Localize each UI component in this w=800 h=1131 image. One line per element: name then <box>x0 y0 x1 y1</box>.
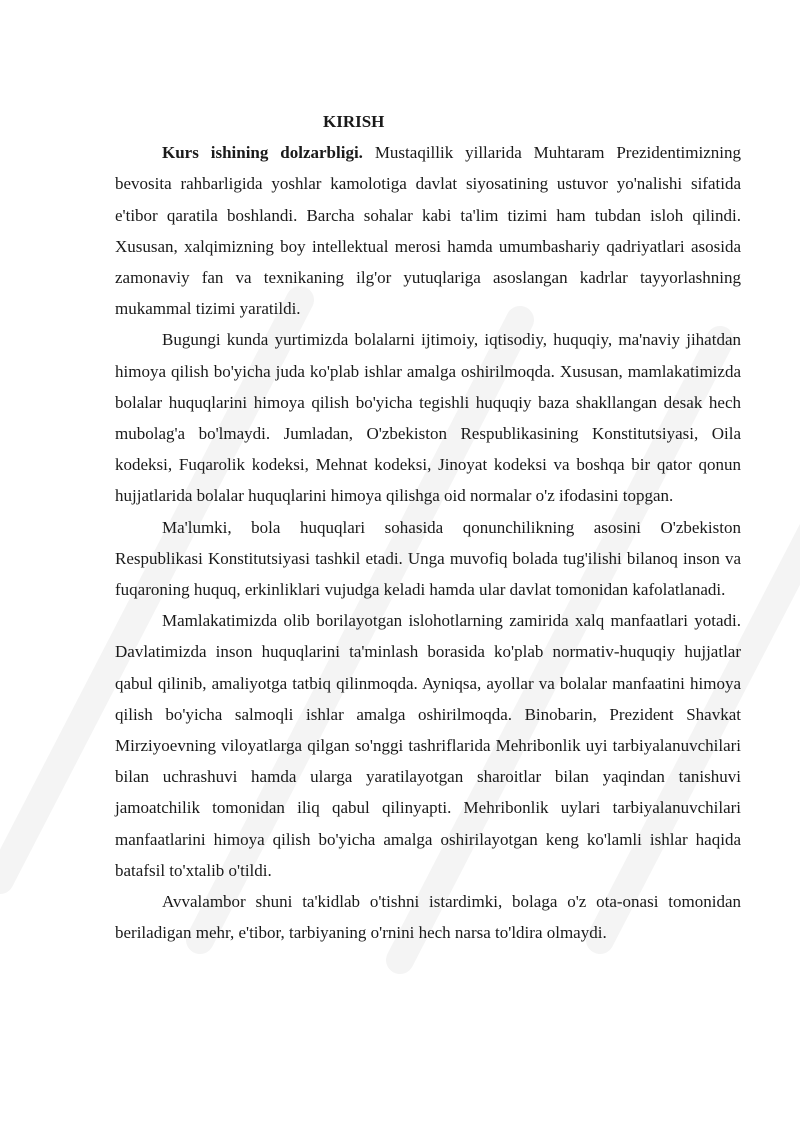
paragraph-text: Mustaqillik yillarida Muhtaram Prezidentimizning bevosita rahbarligida yoshlar kamolotiga davlat siyosatining ustuvor yo'nalishi sifatida e'tibor qaratila boshlandi. Barcha sohalar kabi ta'lim tizimi ham tubdan isloh qilindi. Xususan, xalqimizning boy intellektual merosi hamda umumbashariy qadriyatlari asosida zamonaviy fan va texnikaning ilg'or yutuqlariga asoslangan kadrlar tayyorlashning mukammal tizimi yaratildi. <box>115 143 741 319</box>
paragraph: Ma'lumki, bola huquqlari sohasida qonunchilikning asosini O'zbekiston Respublikasi Konstitutsiyasi tashkil etadi. Unga muvofiq bolada tug'ilishi bilanoq inson va fuqaroning huquq, erkinliklari vujudga keladi hamda ular davlat tomonidan kafolatlanadi. <box>115 517 741 600</box>
document-body <box>115 106 741 948</box>
paragraph: Avvalambor shuni ta'kidlab o'tishni istardimki, bolaga o'z ota-onasi tomonidan beriladigan mehr, e'tibor, tarbiyaning o'rnini hech narsa to'ldira olmaydi. <box>115 892 741 943</box>
paragraph: Bugungi kunda yurtimizda bolalarni ijtimoiy, iqtisodiy, huquqiy, ma'naviy jihatdan himoya qilish bo'yicha juda ko'plab ishlar amalga oshirilmoqda. Xususan, mamlakatimizda bolalar huquqlarini himoya qilish bo'yicha tegishli huquqiy baza shakllangan desak hech mubolag'a bo'lmaydi. Jumladan, O'zbekiston Respublikasining Konstitutsiyasi, Oila kodeksi, Fuqarolik kodeksi, Mehnat kodeksi, Jinoyat kodeksi va boshqa bir qator qonun hujjatlarida bolalar huquqlarini himoya qilishga oid normalar o'z ifodasini topgan. <box>115 330 741 506</box>
paragraph-relevance <box>115 137 741 324</box>
paragraph-lead: Kurs ishining dolzarbligi. <box>162 143 363 163</box>
section-heading: KIRISH <box>323 112 385 131</box>
paragraph: Mamlakatimizda olib borilayotgan islohotlarning zamirida xalq manfaatlari yotadi. Davlatimizda inson huquqlarini ta'minlash borasida ko'plab normativ-huquqiy hujjatlar qabul qilinib, amaliyotga tatbiq qilinmoqda. Ayniqsa, ayollar va bolalar manfaatini himoya qilish bo'yicha salmoqli ishlar amalga oshirilmoqda. Binobarin, Prezident Shavkat Mirziyoevning viloyatlarga qilgan so'nggi tashriflarida Mehribonlik uyi tarbiyalanuvchilari bilan uchrashuvi hamda ularga yaratilayotgan sharoitlar bilan yaqindan tanishuvi jamoatchilik tomonidan iliq qabul qilinyapti. Mehribonlik uylari tarbiyalanuvchilari manfaatlarini himoya qilish bo'yicha amalga oshirilayotgan keng ko'lamli ishlar haqida batafsil to'xtalib o'tildi. <box>115 611 741 880</box>
